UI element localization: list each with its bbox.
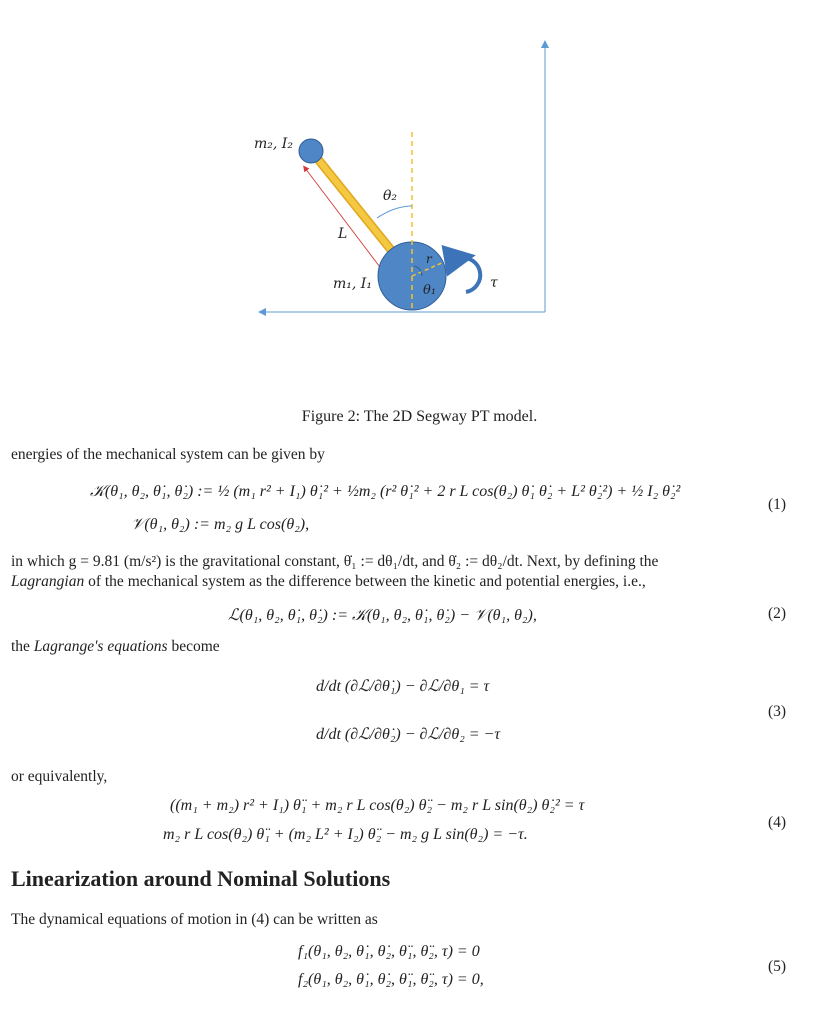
equation-5-line-1: f₁(θ₁, θ₂, θ̇₁, θ̇₂, θ̈₁, θ̈₂, τ) = 0: [298, 943, 480, 960]
length-arrow: [305, 168, 392, 283]
equation-3-line-1: d/dt (∂ℒ/∂θ̇₁) − ∂ℒ/∂θ₁ = τ: [316, 678, 490, 695]
equation-5-line-2: f₂(θ₁, θ₂, θ̇₁, θ̇₂, θ̈₁, θ̈₂, τ) = 0,: [298, 971, 484, 988]
paragraph-2-line-1: in which g = 9.81 (m/s²) is the gravitational constant, θ̇₁ := dθ₁/dt, and θ̇₂ := dθ₂/dt. Next, by defining the: [11, 553, 659, 570]
label-theta2: θ₂: [383, 188, 398, 204]
equation-3-number: (3): [768, 703, 787, 720]
top-mass: [299, 139, 323, 163]
label-tau: τ: [490, 275, 498, 291]
lagrangian-term: Lagrangian: [11, 573, 85, 590]
segway-figure: [0, 0, 839, 400]
equation-2-number: (2): [768, 605, 787, 622]
equation-1-line-2: 𝒱(θ₁, θ₂) := m₂ g L cos(θ₂),: [131, 516, 310, 533]
equation-4-line-2: m₂ r L cos(θ₂) θ̈₁ + (m₂ L² + I₂) θ̈₂ − m₂ g L sin(θ₂) = −τ.: [163, 826, 528, 843]
label-r: r: [426, 252, 432, 266]
paragraph-3-start: the: [11, 638, 34, 655]
paragraph-2-line-2: [11, 572, 646, 592]
theta2-arc: [377, 206, 412, 218]
figure-caption: Figure 2: The 2D Segway PT model.: [301, 408, 538, 425]
paragraph-5: The dynamical equations of motion in (4) can be written as: [11, 911, 378, 928]
label-m2-I2: m₂, I₂: [254, 136, 293, 152]
label-m1-I1: m₁, I₁: [333, 276, 372, 292]
torque-arrow: [460, 258, 480, 292]
equation-3-line-2: d/dt (∂ℒ/∂θ̇₂) − ∂ℒ/∂θ₂ = −τ: [316, 726, 501, 743]
paragraph-2-line-2-rest: of the mechanical system as the difference between the kinetic and potential energies, i.e.,: [84, 573, 646, 590]
paragraph-3-end: become: [167, 638, 220, 655]
paragraph-3: [11, 637, 220, 657]
equation-4-line-1: ((m₁ + m₂) r² + I₁) θ̈₁ + m₂ r L cos(θ₂) θ̈₂ − m₂ r L sin(θ₂) θ̇₂² = τ: [170, 797, 585, 814]
section-heading: Linearization around Nominal Solutions: [11, 866, 391, 891]
intro-paragraph: energies of the mechanical system can be given by: [11, 446, 325, 463]
label-L: L: [338, 226, 348, 242]
paragraph-4: or equivalently,: [11, 768, 108, 785]
equation-4-number: (4): [768, 814, 787, 831]
equation-5-number: (5): [768, 958, 787, 975]
lagrange-equations-term: Lagrange's equations: [33, 638, 168, 655]
equation-2: ℒ(θ₁, θ₂, θ̇₁, θ̇₂) := 𝒦(θ₁, θ₂, θ̇₁, θ̇₂) − 𝒱(θ₁, θ₂),: [228, 607, 537, 624]
equation-1-number: (1): [768, 496, 787, 513]
label-theta1: θ₁: [423, 283, 437, 298]
equation-1-line-1: 𝒦(θ₁, θ₂, θ̇₁, θ̇₂) := ½ (m₁ r² + I₁) θ̇₁² + ½m₂ (r² θ̇₁² + 2 r L cos(θ₂) θ̇₁ θ̇₂ + L² θ̇₂²) + ½ I₂ θ̇₂²: [90, 483, 681, 500]
